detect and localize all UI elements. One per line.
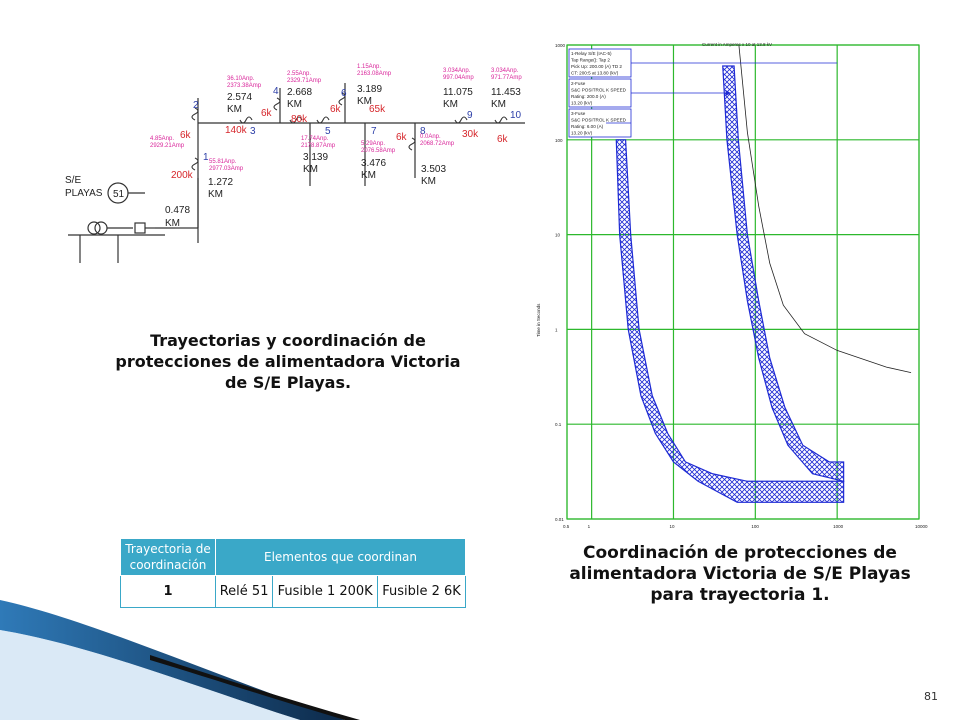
fault-current-label: 4.85Anp.	[150, 136, 175, 142]
fault-current-label: 997.04Amp	[443, 75, 474, 81]
y-tick-label: 10	[555, 232, 561, 238]
fuse-rating-label: 6k	[396, 132, 407, 143]
legend-text: S&C POSITROL K SPEED	[571, 117, 626, 123]
fault-current-label: 3.034Anp.	[443, 68, 471, 74]
distance-km-label: 3.476	[361, 158, 387, 169]
x-tick-label: 10000	[915, 524, 928, 529]
single-line-diagram	[55, 38, 545, 278]
substation-name: PLAYAS	[65, 188, 103, 199]
distance-km-label: 3.139	[303, 152, 329, 163]
coordination-table	[120, 538, 466, 608]
fault-current-label: 36.10Anp.	[227, 76, 255, 82]
fault-current-label: 0.0Anp.	[420, 134, 441, 140]
legend-text: Rating: 200.0 (A)	[571, 94, 606, 99]
x-tick-label: 10	[669, 524, 675, 529]
fault-current-label: 1.15Anp.	[357, 64, 382, 70]
fault-current-label: 55.81Anp.	[209, 159, 237, 165]
legend-text: 13.20 (kV)	[571, 130, 593, 136]
fault-current-label: 2163.08Amp	[357, 71, 392, 77]
distance-km-label: 11.075	[443, 87, 473, 98]
distance-km-unit: KM	[357, 96, 372, 107]
table-cell-trajectory: 1	[121, 576, 216, 608]
legend-text: S&C POSITROL K SPEED	[571, 87, 626, 93]
distance-km-unit: KM	[208, 189, 223, 200]
fault-current-label: 2977.03Amp	[209, 166, 244, 172]
page-number: 81	[924, 690, 938, 703]
fault-current-label: 2178.87Amp	[301, 143, 336, 149]
node-number: 8	[420, 126, 426, 137]
distance-km-label: 2.574	[227, 92, 253, 103]
tcc-title: Current in Amperes x 10 at 13.8 kV	[702, 42, 773, 47]
legend-text: Pick Up: 200.00 (A) TD 2	[571, 64, 622, 69]
km-unit-0478: KM	[165, 218, 180, 229]
y-tick-label: 1	[555, 327, 558, 333]
node-number: 4	[273, 86, 279, 97]
y-tick-label: 1000	[555, 43, 566, 48]
tcc-coordination-chart	[527, 37, 935, 537]
node-number: 10	[510, 110, 522, 121]
diagram-caption: Trayectorias y coordinación de protecciones de alimentadora Victoria de S/E Playas.	[115, 331, 461, 392]
fuse-rating-label: 30k	[462, 129, 479, 140]
chart-caption: Coordinación de protecciones de alimentadora Victoria de S/E Playas para trayectoria 1.	[569, 543, 911, 605]
legend-text: 1-Relay S/E (IAC-5)	[571, 51, 612, 56]
legend-text: Rating: 6.00 (A)	[571, 124, 604, 129]
fault-current-label: 2076.58Amp	[361, 148, 396, 154]
x-tick-label: 1	[587, 524, 591, 529]
fault-current-label: 2929.21Amp	[150, 143, 185, 149]
distance-km-unit: KM	[491, 99, 506, 110]
table-header-trajectory: Trayectoria de coordinación	[121, 539, 216, 576]
distance-km-unit: KM	[303, 164, 318, 175]
node-number: 7	[371, 126, 377, 137]
x-tick-label: 1000	[833, 524, 844, 529]
x-tick-label: 0.5	[563, 524, 570, 529]
distance-km-unit: KM	[227, 104, 242, 115]
legend-text: 3-Fuse	[571, 111, 586, 116]
distance-km-label: 11.453	[491, 87, 521, 98]
table-cell-relay: Relé 51	[216, 576, 273, 608]
node-number: 1	[203, 152, 209, 163]
fault-current-label: 17.74Anp.	[301, 136, 329, 142]
legend-text: Tap Range(): Tap 2	[571, 57, 610, 63]
distance-km-unit: KM	[287, 99, 302, 110]
fault-current-label: 3.034Anp.	[491, 68, 519, 74]
fuse-rating-label: 200k	[171, 170, 193, 181]
x-tick-label: 100	[751, 524, 759, 529]
fault-current-label: 2.55Anp.	[287, 71, 312, 77]
fuse-rating-label: 6k	[330, 104, 341, 115]
node-number: 3	[250, 126, 256, 137]
legend-text: 2-Fuse	[571, 81, 586, 86]
substation-label: S/E	[65, 175, 82, 186]
y-tick-label: 0.1	[555, 422, 562, 428]
fault-current-label: 2068.72Amp	[420, 141, 455, 147]
distance-km-label: 3.189	[357, 84, 383, 95]
distance-km-label: 2.668	[287, 87, 313, 98]
y-tick-label: 100	[555, 137, 563, 143]
distance-km-unit: KM	[421, 176, 436, 187]
node-number: 2	[193, 100, 199, 111]
fault-current-label: 5.29Anp.	[361, 141, 386, 147]
distance-km-unit: KM	[361, 170, 376, 181]
fault-current-label: 971.77Amp	[491, 75, 522, 81]
node-number: 9	[467, 110, 473, 121]
fuse-rating-label: 65k	[369, 104, 386, 115]
table-cell-fuse-1: Fusible 1 200K	[273, 576, 378, 608]
fuse-rating-label: 80k	[291, 114, 308, 125]
relay-number: 51	[113, 189, 125, 200]
node-number: 6	[341, 88, 347, 99]
legend-text: 13.20 (kV)	[571, 100, 593, 106]
legend-text: CT: 200:5 at 13.80 (kV)	[571, 70, 619, 76]
fault-current-label: 2329.71Amp	[287, 78, 322, 84]
y-tick-label: 0.01	[555, 517, 564, 522]
table-row	[121, 576, 466, 608]
tcc-ylabel: Time in Seconds	[536, 303, 541, 337]
km-label-0478: 0.478	[165, 205, 191, 216]
distance-km-unit: KM	[443, 99, 458, 110]
distance-km-label: 1.272	[208, 177, 234, 188]
fuse-rating-label: 6k	[497, 134, 508, 145]
distance-km-label: 3.503	[421, 164, 447, 175]
fuse-rating-label: 6k	[180, 130, 191, 141]
fault-current-label: 2373.38Amp	[227, 83, 262, 89]
node-number: 5	[325, 126, 331, 137]
table-header-elements: Elementos que coordinan	[216, 539, 466, 576]
fuse-rating-label: 6k	[261, 108, 272, 119]
fuse-rating-label: 140k	[225, 125, 247, 136]
table-cell-fuse-2: Fusible 2 6K	[378, 576, 466, 608]
